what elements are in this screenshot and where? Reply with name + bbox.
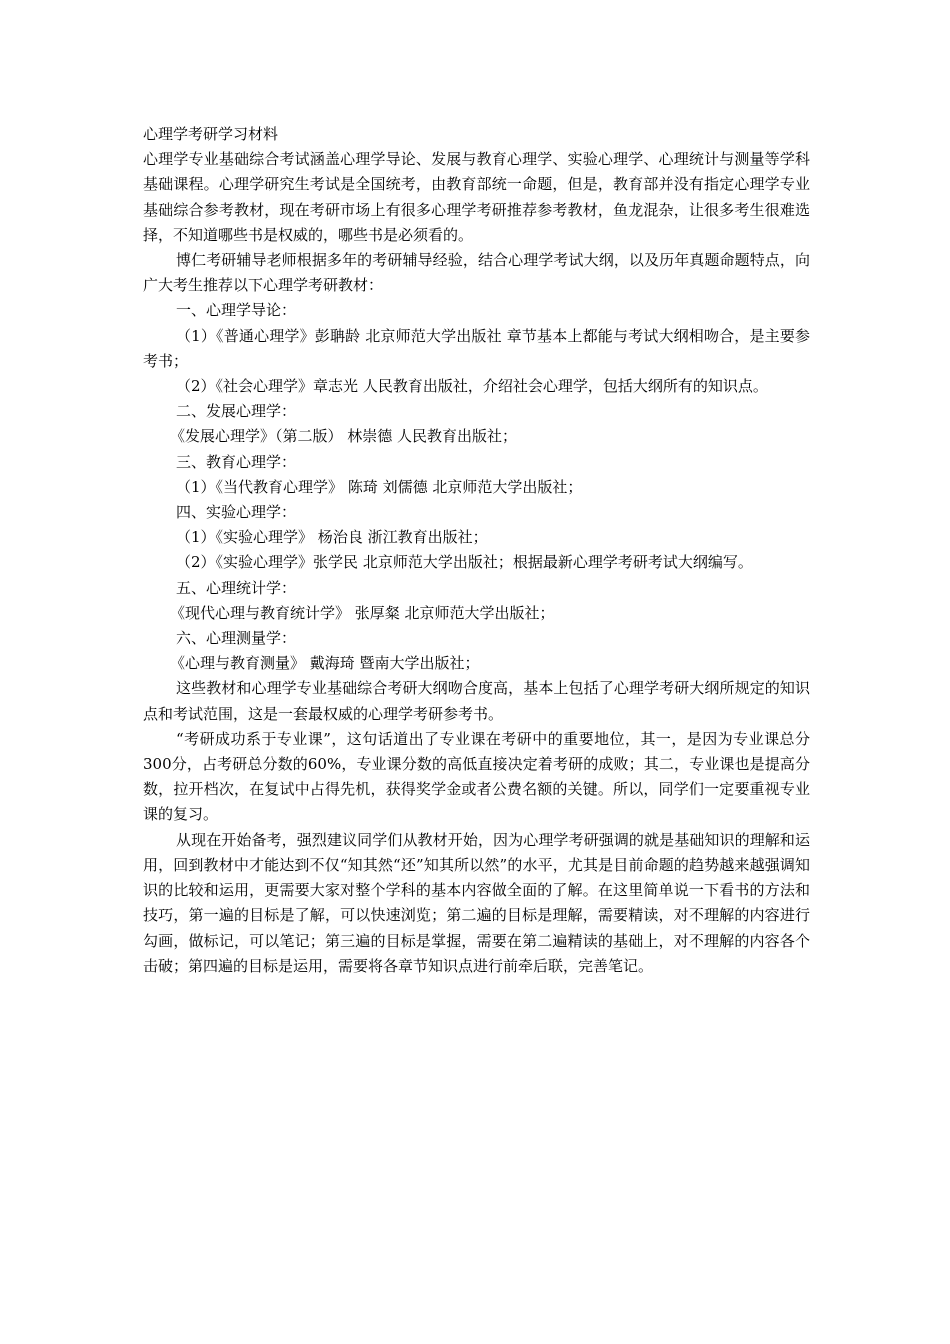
section-heading-psychological-measurement: 六、心理测量学：	[176, 629, 297, 648]
document-page	[143, 122, 810, 979]
section-heading-experimental-psychology: 四、实验心理学：	[176, 503, 297, 522]
section-heading-intro-psychology: 一、心理学导论：	[176, 301, 297, 320]
book-item: 《发展心理学》（第二版） 林崇德 人民教育出版社；	[170, 427, 518, 446]
document-title: 心理学考研学习材料	[143, 125, 279, 143]
paragraph-summary: 这些教材和心理学专业基础综合考研大纲吻合度高，基本上包括了心理学考研大纲所规定的知识点和考试范围，这是一套最权威的心理学考研参考书。	[143, 679, 810, 723]
section-heading-educational-psychology: 三、教育心理学：	[176, 452, 297, 471]
section-heading-psychological-statistics: 五、心理统计学：	[176, 578, 297, 597]
section-heading-developmental-psychology: 二、发展心理学：	[176, 402, 297, 421]
book-item: （2）《社会心理学》章志光 人民教育出版社，介绍社会心理学，包括大纲所有的知识点。	[176, 377, 768, 396]
book-item: 《现代心理与教育统计学》 张厚粲 北京师范大学出版社；	[170, 603, 555, 622]
book-item: （1）《实验心理学》 杨治良 浙江教育出版社；	[176, 528, 488, 547]
book-item: （1）《当代教育心理学》 陈琦 刘儒德 北京师范大学出版社；	[176, 477, 583, 496]
paragraph-importance: “考研成功系于专业课”，这句话道出了专业课在考研中的重要地位，其一，是因为专业课总分300分，占考研总分数的60%，专业课分数的高低直接决定着考研的成败；其二，专业课也是提高分数，拉开档次，在复试中占得先机，获得奖学金或者公费名额的关键。所以，同学们一定要重视专业课的复习。	[143, 729, 810, 824]
book-item: 《心理与教育测量》 戴海琦 暨南大学出版社；	[170, 654, 480, 673]
paragraph-recommendation: 博仁考研辅导老师根据多年的考研辅导经验，结合心理学考试大纲，以及历年真题命题特点，向广大考生推荐以下心理学考研教材：	[143, 251, 810, 295]
paragraph-intro: 心理学专业基础综合考试涵盖心理学导论、发展与教育心理学、实验心理学、心理统计与测量等学科基础课程。心理学研究生考试是全国统考，由教育部统一命题，但是，教育部并没有指定心理学专业基础综合参考教材，现在考研市场上有很多心理学考研推荐参考教材，鱼龙混杂，让很多考生很难选择，不知道哪些书是权威的，哪些书是必须看的。	[143, 150, 810, 244]
paragraph-study-method: 从现在开始备考，强烈建议同学们从教材开始，因为心理学考研强调的就是基础知识的理解和运用，回到教材中才能达到不仅“知其然“还”知其所以然”的水平，尤其是目前命题的趋势越来越强调知识的比较和运用，更需要大家对整个学科的基本内容做全面的了解。在这里简单说一下看书的方法和技巧，第一遍的目标是了解，可以快速浏览；第二遍的目标是理解，需要精读，对不理解的内容进行勾画，做标记，可以笔记；第三遍的目标是掌握，需要在第二遍精读的基础上，对不理解的内容各个击破；第四遍的目标是运用，需要将各章节知识点进行前牵后联，完善笔记。	[143, 830, 810, 975]
book-item: （1）《普通心理学》彭聃龄 北京师范大学出版社 章节基本上都能与考试大纲相吻合，是主要参考书；	[143, 326, 810, 370]
book-item: （2）《实验心理学》张学民 北京师范大学出版社；根据最新心理学考研考试大纲编写。	[176, 553, 753, 572]
